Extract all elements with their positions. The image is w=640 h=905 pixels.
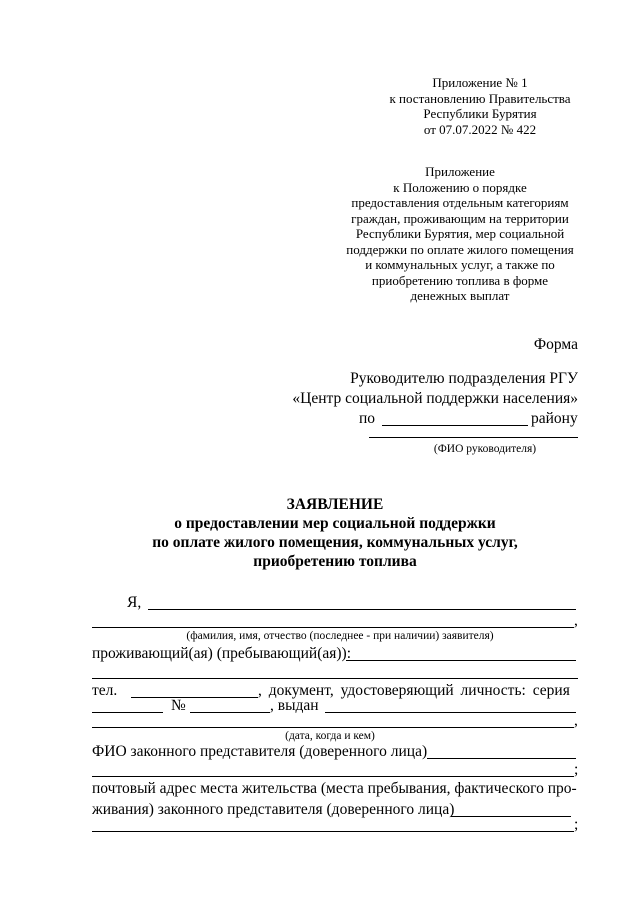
appendix-1-line: Республики Бурятия — [423, 106, 537, 121]
residence-field[interactable] — [346, 660, 576, 661]
ya-label: Я, — [127, 594, 142, 611]
semicolon: ; — [574, 816, 579, 833]
issued-by-field[interactable] — [325, 712, 576, 713]
appendix-2-line: приобретению топлива в форме — [371, 272, 549, 288]
addressee-po: по — [359, 410, 376, 427]
residence-field-cont[interactable] — [92, 678, 578, 679]
postal-address-field[interactable] — [451, 816, 571, 817]
applicant-name-field-cont[interactable] — [92, 627, 574, 628]
postal-address-field-cont[interactable] — [92, 831, 574, 832]
appendix-2-line: Приложение — [425, 164, 495, 179]
addressee-line-1: Руководителю подразделения РГУ — [350, 370, 578, 387]
title-line: по оплате жилого помещения, коммунальных услуг, — [152, 534, 518, 551]
semicolon: ; — [574, 761, 579, 778]
title-line: приобретению топлива — [253, 553, 417, 570]
comma: , — [574, 612, 578, 629]
appendix-1-block — [360, 75, 600, 137]
district-field[interactable] — [382, 425, 528, 426]
number-field[interactable] — [190, 712, 270, 713]
tel-label: тел. — [92, 682, 118, 699]
appendix-1-line: к постановлению Правительства — [389, 90, 571, 106]
number-sign: № — [171, 697, 186, 714]
head-fio-caption: (ФИО руководителя) — [433, 443, 537, 455]
document-label: , документ, удостоверяющий личность: серия — [258, 682, 570, 699]
series-field[interactable] — [92, 712, 163, 713]
addressee-rayon: району — [531, 410, 578, 427]
postal-address-label-1: почтовый адрес места жительства (места пребывания, фактического про- — [92, 780, 577, 797]
appendix-2-block — [335, 164, 585, 304]
appendix-2-line: предоставления отдельным категориям — [351, 195, 569, 210]
residing-label: проживающий(ая) (пребывающий(ая)): — [92, 645, 352, 662]
appendix-2-line: Республики Бурятия, мер социальной — [355, 226, 565, 241]
form-label: Форма — [533, 336, 578, 353]
addressee-line-2: «Центр социальной поддержки населения» — [292, 390, 578, 407]
applicant-fio-caption: (фамилия, имя, отчество (последнее - при наличии) заявителя) — [186, 630, 494, 642]
head-fio-field[interactable] — [369, 437, 578, 438]
doc-title — [92, 495, 578, 571]
appendix-2-line: к Положению о порядке — [393, 179, 527, 195]
representative-fio-field-cont[interactable] — [92, 776, 574, 777]
postal-address-label-2: живания) законного представителя (доверенного лица) — [92, 801, 455, 818]
phone-field[interactable] — [131, 697, 258, 698]
appendix-2-line: поддержки по оплате жилого помещения — [346, 241, 574, 257]
issued-by-field-cont[interactable] — [92, 727, 574, 728]
comma: , — [574, 712, 578, 729]
representative-fio-label: ФИО законного представителя (доверенного лица) — [92, 743, 428, 760]
appendix-1-line: Приложение № 1 — [432, 75, 528, 90]
appendix-2-line: денежных выплат — [410, 288, 510, 303]
applicant-name-field[interactable] — [148, 609, 576, 610]
representative-fio-field[interactable] — [427, 758, 576, 759]
title-line: о предоставлении мер социальной поддержки — [174, 515, 496, 532]
appendix-1-line: от 07.07.2022 № 422 — [423, 121, 537, 137]
title-line: ЗАЯВЛЕНИЕ — [286, 496, 384, 513]
appendix-2-line: граждан, проживающим на территории — [351, 210, 569, 226]
issued-label: , выдан — [270, 697, 319, 714]
issued-caption: (дата, когда и кем) — [285, 730, 375, 742]
appendix-2-line: и коммунальных услуг, а также по — [365, 257, 555, 272]
